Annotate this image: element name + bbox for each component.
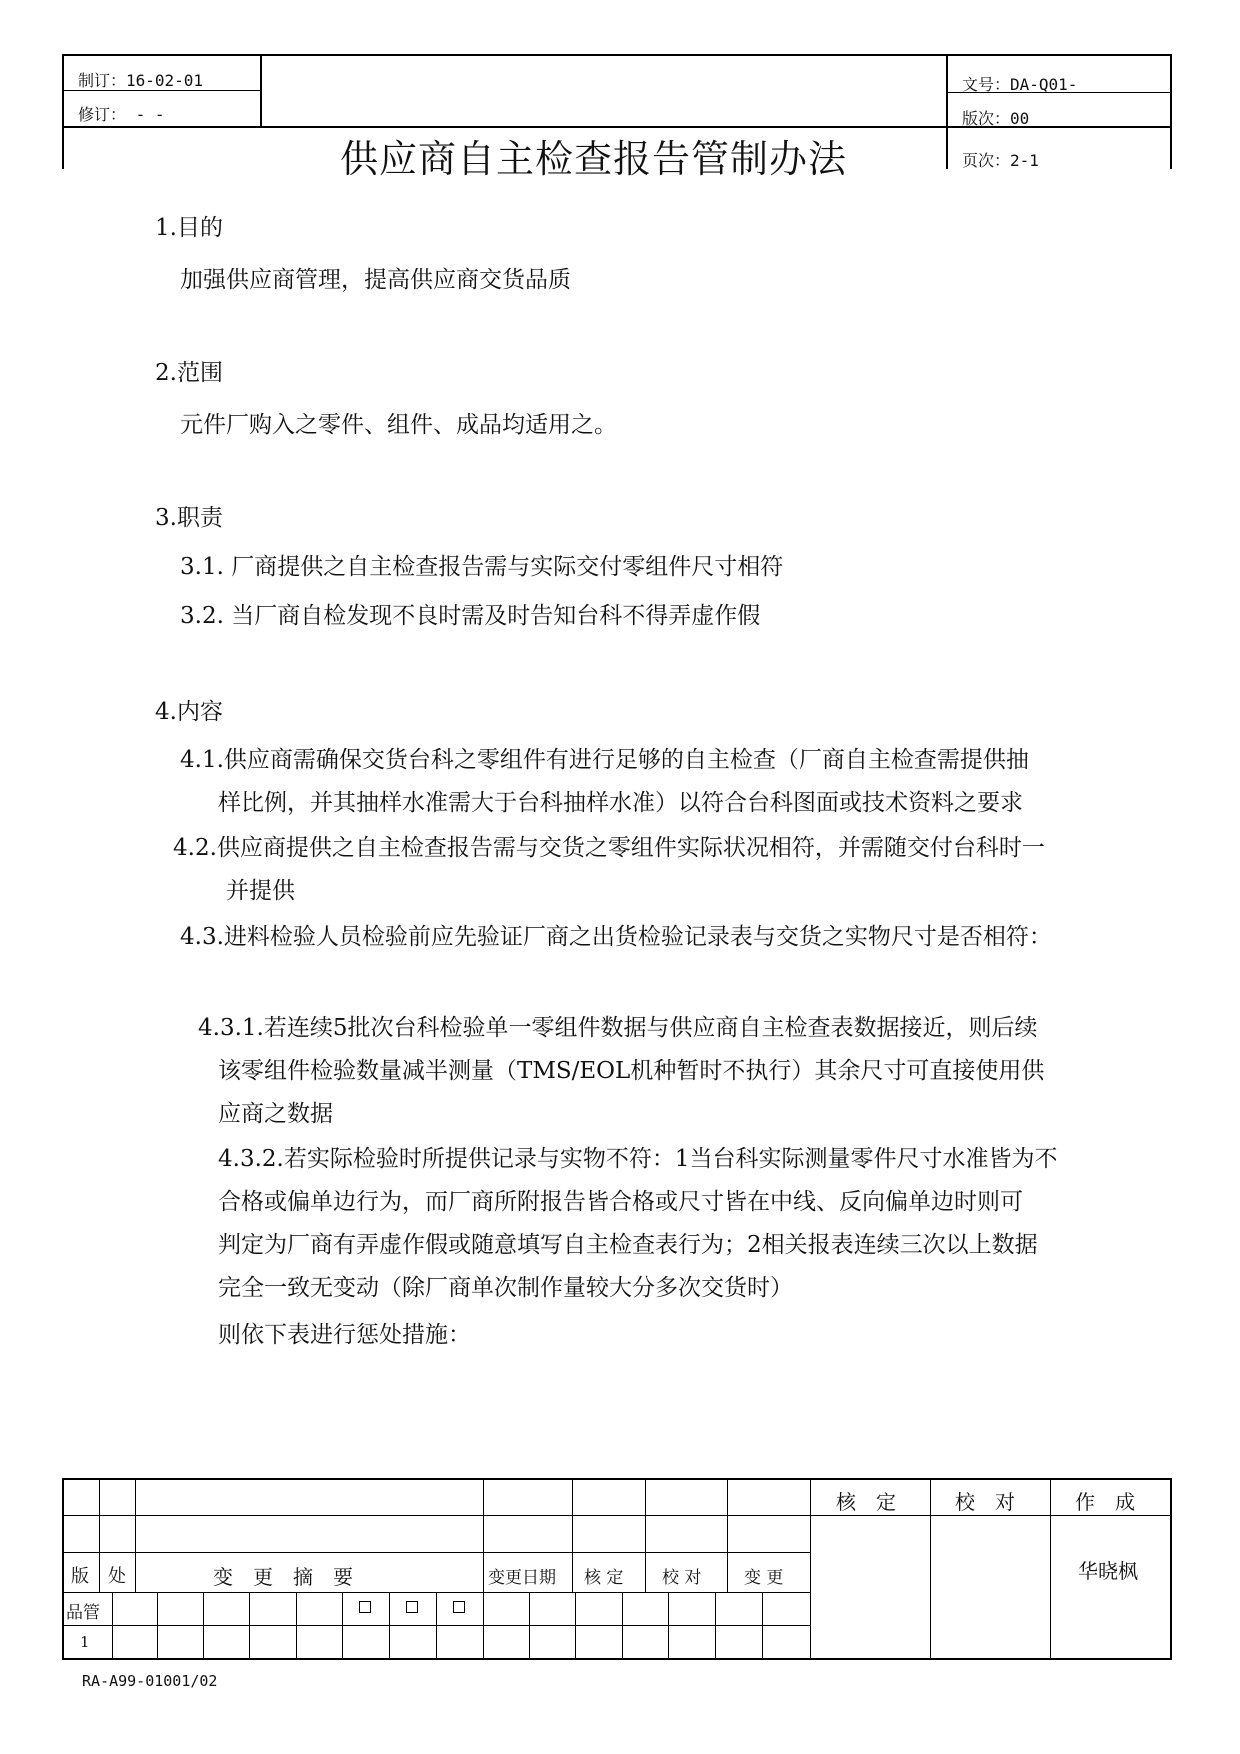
version-number: 版次：00: [962, 109, 1030, 128]
author-header: 作 成: [1075, 1490, 1135, 1514]
col-change-date: 变更日期: [488, 1568, 556, 1588]
col-place: 处: [108, 1566, 126, 1587]
approve-header: 核 定: [836, 1490, 896, 1514]
row-qc-label: 品管: [66, 1603, 100, 1623]
section-4-heading: 4.内容: [155, 699, 223, 725]
doc-number: 文号：DA-Q01-: [962, 75, 1078, 94]
section-4-2-line2: 并提供: [226, 878, 295, 904]
section-4-2-line1: 4.2.供应商提供之自主检查报告需与交货之零组件实际状况相符，并需随交付台科时一: [173, 835, 1045, 861]
section-4-3-2-line2: 合格或偏单边行为，而厂商所附报告皆合格或尺寸皆在中线、反向偏单边时则可: [218, 1189, 1023, 1215]
section-4-3-1-line2: 该零组件检验数量减半测量（TMS/EOL机种暂时不执行）其余尺寸可直接使用供: [218, 1058, 1045, 1084]
section-4-3-2-line4: 完全一致无变动（除厂商单次制作量较大分多次交货时）: [218, 1275, 793, 1301]
section-2-heading: 2.范围: [155, 360, 223, 386]
section-4-1-line1: 4.1.供应商需确保交货台科之零组件有进行足够的自主检查（厂商自主检查需提供抽: [180, 747, 1029, 773]
section-4-1-line2: 样比例，并其抽样水准需大于台科抽样水准）以符合台科图面或技术资料之要求: [218, 790, 1023, 816]
section-3-heading: 3.职责: [155, 505, 223, 531]
col-summary: 变 更 摘 要: [213, 1565, 353, 1589]
checkbox-3[interactable]: [453, 1601, 465, 1613]
section-4-3-1-line1: 4.3.1.若连续5批次台科检验单一零组件数据与供应商自主检查表数据接近，则后续: [198, 1015, 1038, 1041]
page-number: 页次：2-1: [962, 151, 1039, 170]
form-code: RA-A99-01001/02: [82, 1672, 218, 1690]
section-4-3: 4.3.进料检验人员检验前应先验证厂商之出货检验记录表与交货之实物尺寸是否相符：: [180, 924, 1052, 950]
col-approve: 核 定: [584, 1568, 624, 1588]
checkbox-1[interactable]: [359, 1601, 371, 1613]
section-3-1: 3.1. 厂商提供之自主检查报告需与实际交付零组件尺寸相符: [180, 554, 784, 580]
section-4-3-2-line3: 判定为厂商有弄虚作假或随意填写自主检查表行为；2相关报表连续三次以上数据: [218, 1232, 1038, 1258]
section-1-heading: 1.目的: [155, 215, 223, 241]
section-4-3-2-line5: 则依下表进行惩处措施：: [218, 1322, 471, 1348]
section-2-text: 元件厂购入之零件、组件、成品均适用之。: [180, 412, 617, 438]
col-change: 变 更: [744, 1568, 784, 1588]
section-4-3-1-line3: 应商之数据: [218, 1101, 333, 1127]
section-4-3-2-line1: 4.3.2.若实际检验时所提供记录与实物不符：1当台科实际测量零件尺寸水准皆为不: [218, 1146, 1058, 1172]
checkbox-2[interactable]: [406, 1601, 418, 1613]
section-1-text: 加强供应商管理，提高供应商交货品质: [180, 267, 571, 293]
row-number: 1: [80, 1633, 90, 1651]
revised-date: 制订：16-02-01: [78, 71, 204, 90]
author-name: 华晓枫: [1078, 1559, 1138, 1583]
check-header: 校 对: [955, 1490, 1015, 1514]
modified-date: 修订： - -: [78, 105, 165, 124]
page-title: 供应商自主检查报告管制办法: [340, 137, 848, 181]
col-check: 校 对: [662, 1568, 702, 1588]
section-3-2: 3.2. 当厂商自检发现不良时需及时告知台科不得弄虚作假: [180, 603, 761, 629]
col-version: 版: [71, 1566, 89, 1587]
